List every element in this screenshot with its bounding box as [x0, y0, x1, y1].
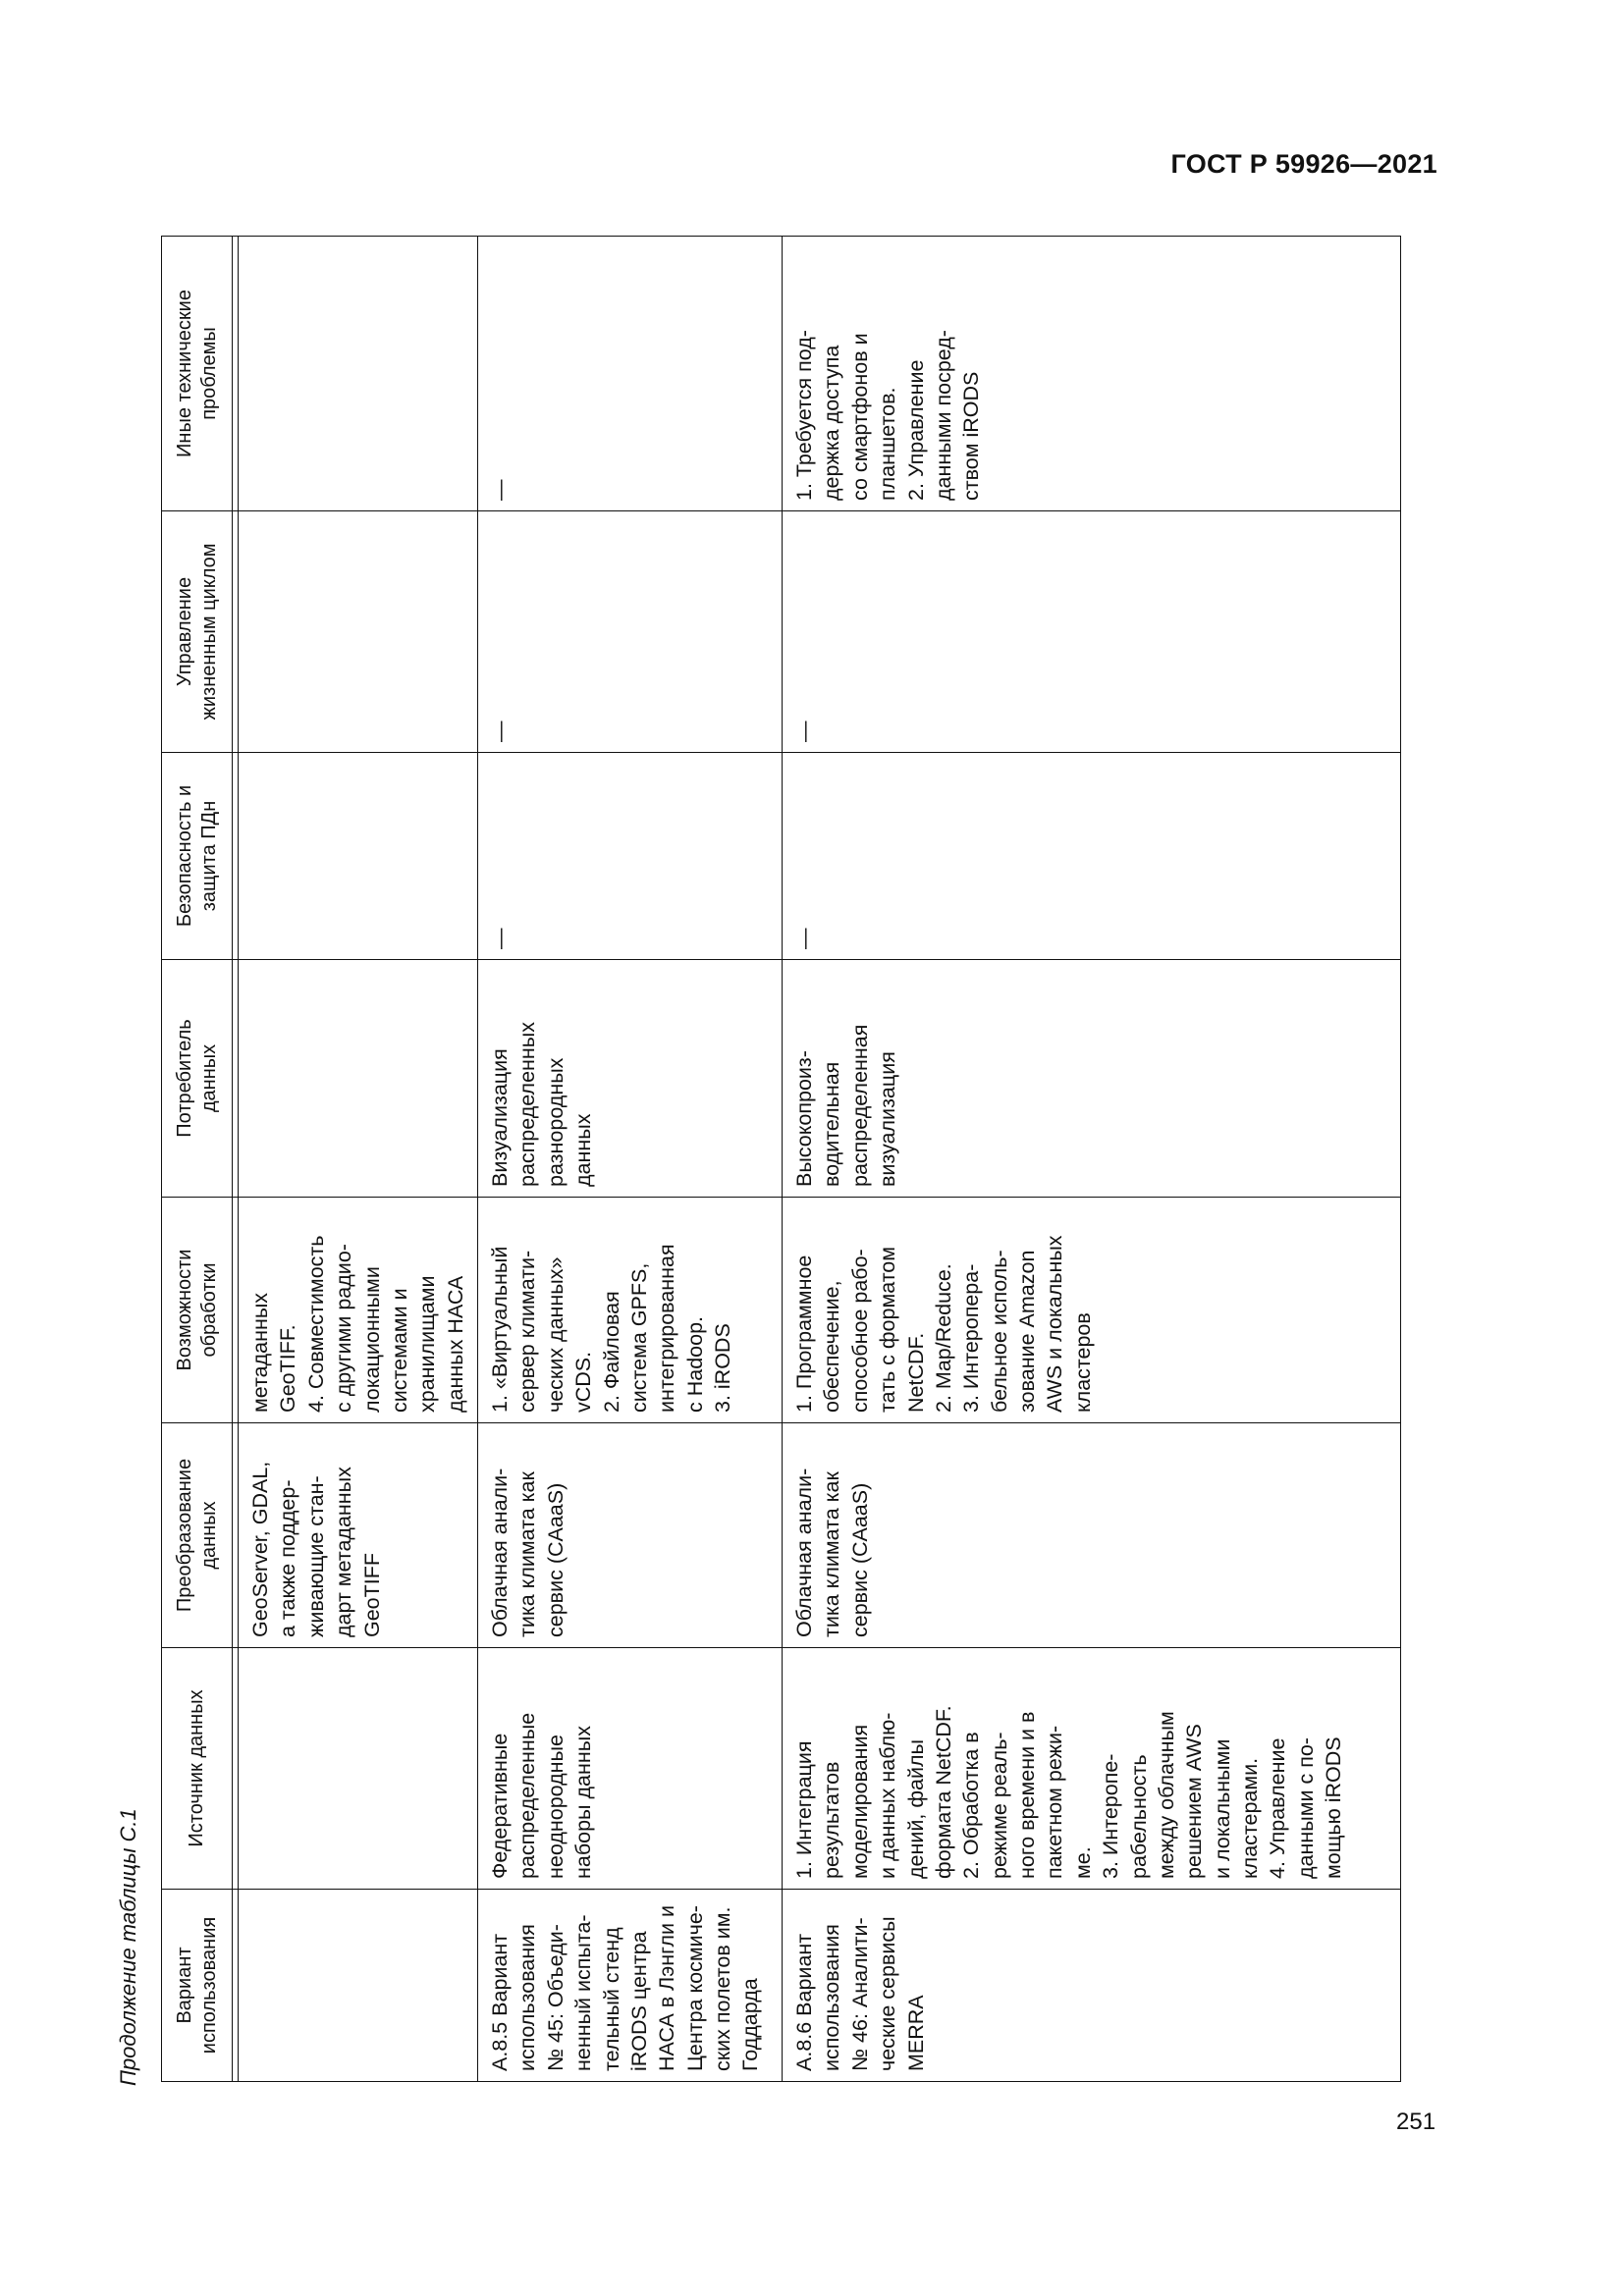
col-header-security: Безопасность и защита ПДн [162, 753, 233, 960]
rotated-table-container [161, 237, 1400, 2082]
col-header-other-problems: Иные технические проблемы [162, 237, 233, 511]
cell-data-source: 1. Интеграция результатов моделирования и данных наблю- дений, файлы формата NetCDF. 2. Обработка в режиме реаль- ного времени и в пакетном режи- ме. 3. Интеропе- рабельность между облачным решением AWS и локальными кластерами. 4. Управление данными с по- мощью iRODS [783, 1648, 1401, 1890]
col-header-data-consumer: Потребитель данных [162, 960, 233, 1198]
document-standard-header: ГОСТ Р 59926—2021 [1170, 149, 1437, 179]
col-header-data-transform: Преобразование данных [162, 1423, 233, 1648]
cell-other-problems [239, 237, 478, 511]
table-header-row [162, 237, 233, 2082]
cell-data-transform: Облачная анали- тика климата как сервис (CAaaS) [783, 1423, 1401, 1648]
cell-data-source [239, 1648, 478, 1890]
cell-data-consumer: Визуализация распределенных разнородных данных [478, 960, 783, 1198]
table-row [783, 237, 1401, 2082]
cell-data-source: Федеративные распределенные неоднородные наборы данных [478, 1648, 783, 1890]
cell-use-case: А.8.6 Вариант использования № 46: Аналити- ческие сервисы MERRA [783, 1890, 1401, 2082]
col-header-data-source: Источник данных [162, 1648, 233, 1890]
table-row [478, 237, 783, 2082]
cell-use-case: А.8.5 Вариант использования № 45: Объеди- ненный испыта- тельный стенд iRODS центра НАСА в Лэнгли и Центра космиче- ских полетов им. Годдарда [478, 1890, 783, 2082]
cell-lifecycle: — [783, 511, 1401, 753]
col-header-use-case: Вариант использования [162, 1890, 233, 2082]
cell-lifecycle [239, 511, 478, 753]
use-case-table [161, 236, 1401, 2082]
cell-security: — [478, 753, 783, 960]
col-header-processing: Возможности обработки [162, 1198, 233, 1423]
cell-use-case [239, 1890, 478, 2082]
page-number: 251 [1396, 2109, 1436, 2135]
table-caption: Продолжение таблицы С.1 [116, 1808, 140, 2086]
cell-lifecycle: — [478, 511, 783, 753]
cell-processing: 1. «Виртуальный сервер климати- ческих данных» vCDS. 2. Файловая система GPFS, интегрированная с Hadoop. 3. iRODS [478, 1198, 783, 1423]
cell-data-transform: Облачная анали- тика климата как сервис (CAaaS) [478, 1423, 783, 1648]
cell-processing: 1. Программное обеспечение, способное рабо- тать с форматом NetCDF. 2. Map/Reduce. 3. Интеропера- бельное исполь- зование Amazon AWS и локальных кластеров [783, 1198, 1401, 1423]
col-header-lifecycle: Управление жизненным циклом [162, 511, 233, 753]
cell-security [239, 753, 478, 960]
table-row [239, 237, 478, 2082]
cell-security: — [783, 753, 1401, 960]
cell-other-problems: — [478, 237, 783, 511]
cell-processing: метаданных GeoTIFF. 4. Совместимость с другими радио- локационными системами и хранилищами данных НАСА [239, 1198, 478, 1423]
cell-data-consumer [239, 960, 478, 1198]
cell-other-problems: 1. Требуется под- держка доступа со смартфонов и планшетов. 2. Управление данными посред- ством iRODS [783, 237, 1401, 511]
cell-data-transform: GeoServer, GDAL, а также поддер- живающие стан- дарт метаданных GeoTIFF [239, 1423, 478, 1648]
cell-data-consumer: Высокопроиз- водительная распределенная визуализация [783, 960, 1401, 1198]
